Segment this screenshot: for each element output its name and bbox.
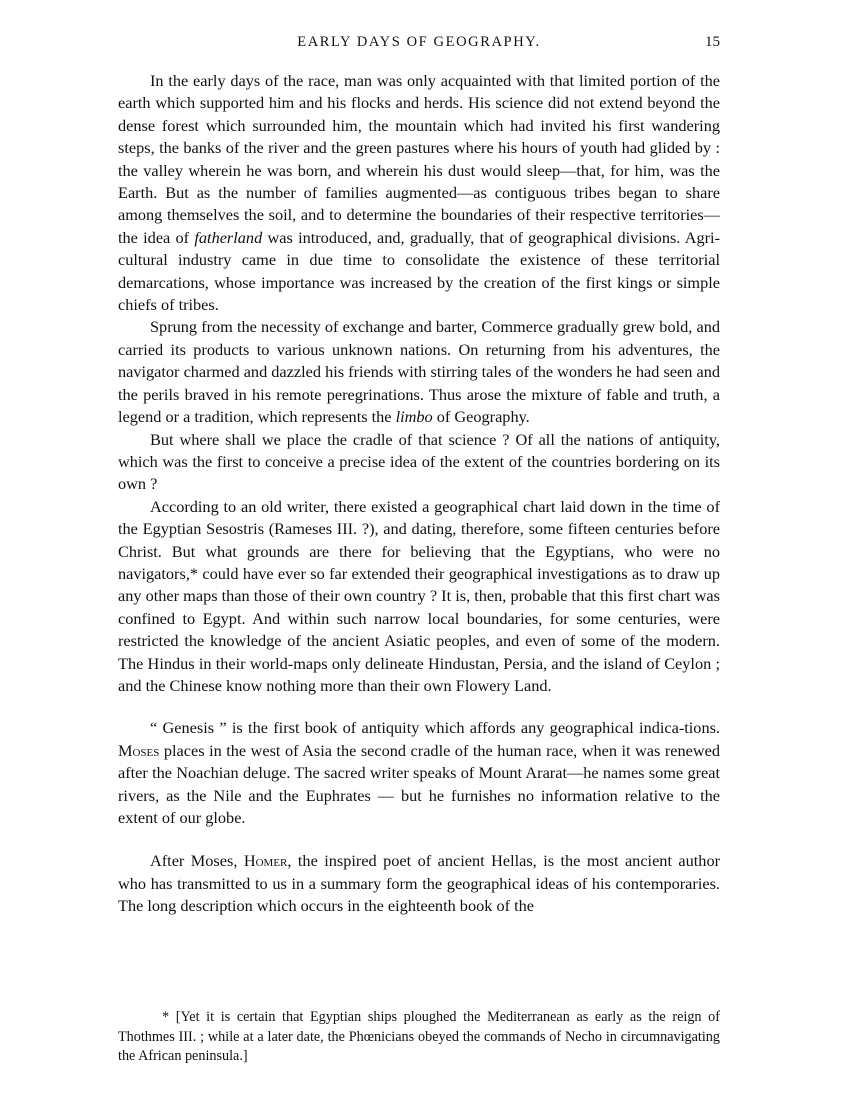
paragraph-text: , the inspired poet of ancient Hellas, is the most ancient author who has transmitted to us in a summary form the geographical ideas of his contemporaries. The long description which occurs in the eighteenth book of the xyxy=(118,851,721,916)
paragraph-text: of Geography. xyxy=(432,407,530,427)
paragraph-commerce xyxy=(118,316,720,428)
small-caps-moses: Moses xyxy=(118,740,160,760)
emphasis-limbo: limbo xyxy=(395,407,433,427)
body-text xyxy=(118,70,720,918)
paragraph-text: According to an old writer, there existed a geographical chart laid down in the time of the Egyptian Sesostris (Rameses III. ?), and dating, therefore, some fifteen centuries before Christ. But what grounds are there for believing that the Egyptians, who were no navigators,* could have ever so far extended their geographical investigations as to draw up any other maps than those of their own country ? It is, then, probable that this first chart was confined to Egypt. And within such narrow local boundaries, for some centuries, were restricted the knowledge of the ancient Asiatic peoples, and even of some of the modern. The Hindus in their world-maps only delineate Hindustan, Persia, and the island of Ceylon ; and the Chinese know nothing more than their own Flowery Land. xyxy=(118,496,720,695)
paragraph-genesis xyxy=(118,717,720,829)
paragraph-text: But where shall we place the cradle of that science ? Of all the nations of antiquity, which was the first to conceive a precise idea of the extent of the countries bordering on its own ? xyxy=(118,429,720,494)
paragraph-text: “ Genesis ” is the first book of antiquity which affords any geographical indica-tions. xyxy=(150,718,720,738)
footnote-text: * [Yet it is certain that Egyptian ships ploughed the Mediterranean as early as the reign of Thothmes III. ; while at a later date, the Phœnicians obeyed the commands of Necho in circumnavigating the African peninsula.] xyxy=(118,1009,720,1064)
page-number: 15 xyxy=(705,34,720,50)
paragraph-egypt xyxy=(118,496,720,698)
paragraph-text: Sprung from the necessity of exchange and barter, Commerce gradually grew bold, and carried its products to various unknown nations. On returning from his adventures, the navigator charmed and dazzled his friends with stirring tales of the wonders he had seen and the perils braved in his remote peregrinations. Thus arose the mixture of fable and truth, a legend or a tradition, which represents the xyxy=(118,317,720,427)
paragraph-cradle xyxy=(118,429,720,496)
paragraph-text: places in the west of Asia the second cradle of the human race, when it was renewed after the Noachian deluge. The sacred writer speaks of Mount Ararat—he names some great rivers, as the Nile and the Euphrates — but he furnishes no information relative to the extent of our globe. xyxy=(118,740,720,827)
paragraph-homer xyxy=(118,850,720,917)
paragraph-origins xyxy=(118,70,720,316)
running-head xyxy=(118,34,720,56)
paragraph-text: was introduced, and, gradually, that of geographical divisions. Agri-cultural industry came in due time to consolidate the existence of these territorial demarcations, whose importance was increased by the creation of the first kings or simple chiefs of tribes. xyxy=(118,227,720,315)
footnote xyxy=(118,1008,720,1067)
small-caps-homer: Homer xyxy=(243,851,288,871)
paragraph-text: In the early days of the race, man was only acquainted with that limited portion of the earth which supported him and his flocks and herds. His science did not extend beyond the dense forest which surrounded him, the mountain which had invited his first wandering steps, the banks of the river and the green pastures where his hours of youth had glided by : the valley wherein he was born, and wherein his dust would sleep—that, for him, was the Earth. But as the number of families augmented—as contiguous tribes began to share among themselves the soil, and to determine the boundaries of their respective territories—the idea of xyxy=(118,71,720,247)
emphasis-fatherland: fatherland xyxy=(194,227,263,247)
paragraph-text: After Moses, xyxy=(150,851,244,871)
running-title: EARLY DAYS OF GEOGRAPHY. xyxy=(297,34,541,50)
